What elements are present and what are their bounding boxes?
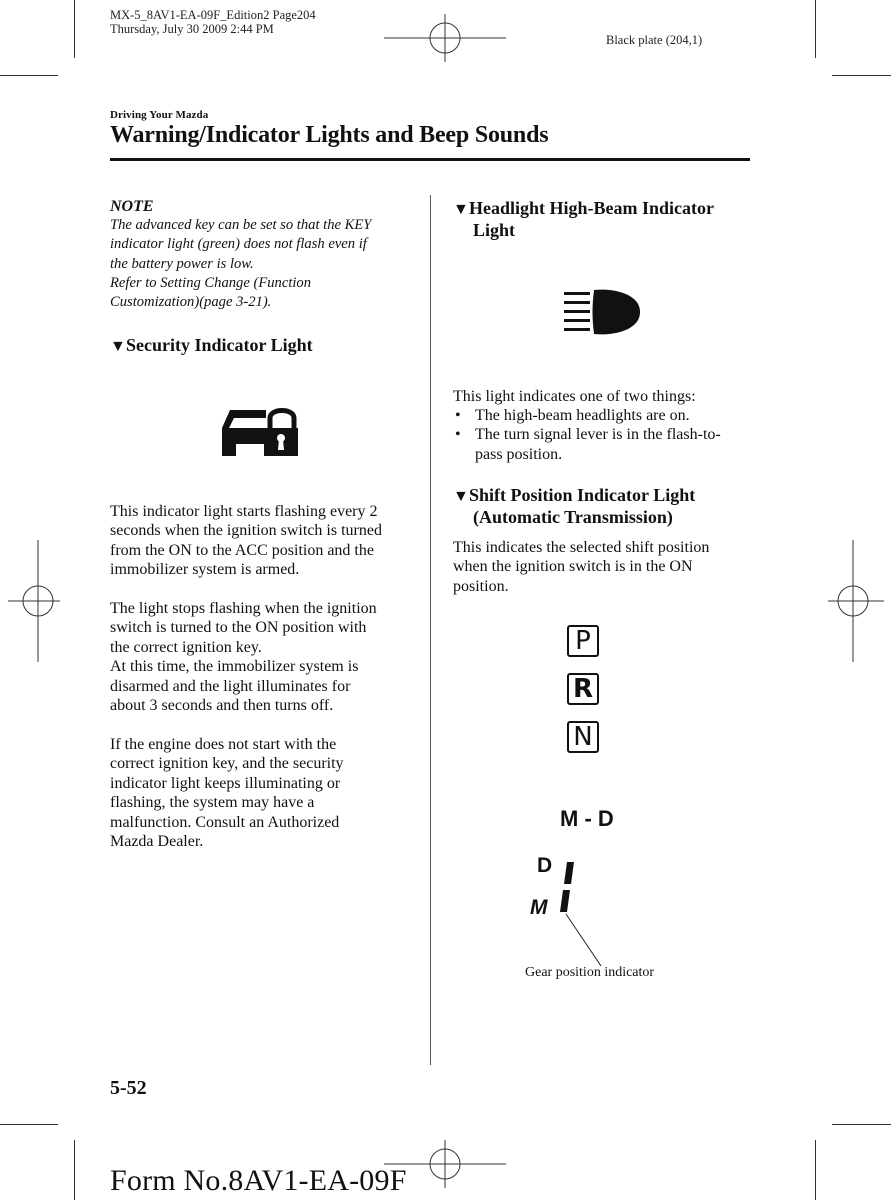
crop-mark: [832, 75, 891, 76]
shift-box-letter: P: [575, 626, 591, 656]
bullet-text: The turn signal lever is in the flash-to-: [475, 426, 721, 444]
title-rule: [110, 158, 750, 161]
left-column: [110, 198, 420, 312]
shift-heading: [453, 485, 753, 528]
crop-mark: [832, 1124, 891, 1125]
text-line: indicator light keeps illuminating or: [110, 774, 341, 792]
note-line: Refer to Setting Change (Function: [110, 274, 312, 291]
text-line: Mazda Dealer.: [110, 833, 204, 851]
highbeam-bullets: [453, 406, 753, 464]
text-line: when the ignition switch is in the ON: [453, 558, 693, 576]
print-header-plate: Black plate (204,1): [606, 33, 703, 47]
text-line: If the engine does not start with the: [110, 736, 337, 753]
text-line: about 3 seconds and then turns off.: [110, 697, 334, 715]
shift-box-letter: R: [572, 674, 594, 704]
text-line: seconds when the ignition switch is turned: [110, 522, 382, 540]
crop-mark: [74, 1140, 75, 1200]
registration-mark-top: [384, 14, 506, 62]
triangle-down-icon: ▼: [453, 201, 469, 218]
text-line: At this time, the immobilizer system is: [110, 658, 359, 676]
page-number: 5-52: [110, 1077, 147, 1099]
crop-mark: [815, 1140, 816, 1200]
shift-description: [453, 538, 753, 596]
text-line: correct ignition key, and the security: [110, 755, 344, 773]
list-item: [453, 406, 753, 425]
note-line: The advanced key can be set so that the KEY: [110, 217, 372, 233]
security-car-lock-icon: [218, 404, 300, 458]
gate-m-label: M: [530, 896, 548, 919]
gear-position-caption: Gear position indicator: [525, 965, 655, 980]
bullet-icon: •: [455, 407, 461, 424]
text-line: This indicates the selected shift position: [453, 539, 710, 556]
crop-mark: [0, 75, 58, 76]
security-paragraph-1: [110, 502, 425, 580]
security-heading: [110, 335, 313, 357]
note-line: indicator light (green) does not flash even if: [110, 236, 367, 253]
section-label: Driving Your Mazda: [110, 109, 209, 121]
text-line: flashing, the system may have a: [110, 794, 315, 812]
registration-mark-left: [8, 540, 60, 662]
registration-mark-right: [828, 540, 884, 662]
crop-mark: [74, 0, 75, 58]
triangle-down-icon: ▼: [453, 488, 469, 505]
text-line: switch is turned to the ON position with: [110, 619, 367, 637]
crop-mark: [0, 1124, 58, 1125]
md-label: M - D: [560, 806, 614, 831]
text-line: The light stops flashing when the ignition: [110, 600, 377, 617]
note-line: the battery power is low.: [110, 255, 254, 272]
shift-box-r: [567, 673, 599, 705]
text-line: malfunction. Consult an Authorized: [110, 813, 340, 831]
highbeam-heading-line1: Headlight High-Beam Indicator: [469, 198, 715, 218]
security-paragraph-3: [110, 735, 425, 851]
shift-heading-line1: Shift Position Indicator Light: [469, 485, 696, 505]
print-header-line1: MX-5_8AV1-EA-09F_Edition2 Page204: [110, 8, 316, 22]
shift-heading-line2: (Automatic Transmission): [473, 507, 673, 527]
page-title: Warning/Indicator Lights and Beep Sounds: [110, 122, 549, 148]
gate-d-label: D: [537, 854, 553, 877]
gear-position-indicator-icon: [555, 858, 615, 970]
bullet-text: pass position.: [475, 445, 563, 463]
security-paragraph-2: [110, 599, 425, 715]
note-title: NOTE: [110, 198, 154, 215]
text-line: This indicator light starts flashing every 2: [110, 503, 378, 520]
crop-mark: [815, 0, 816, 58]
high-beam-icon: [562, 288, 642, 338]
text-line: position.: [453, 577, 509, 595]
form-number: Form No.8AV1-EA-09F: [110, 1164, 407, 1197]
note-line: Customization)(page 3-21).: [110, 294, 272, 311]
highbeam-heading: [453, 198, 753, 241]
note-text: [110, 216, 420, 312]
text-line: the correct ignition key.: [110, 638, 262, 656]
text-line: disarmed and the light illuminates for: [110, 677, 351, 695]
highbeam-heading-line2: Light: [473, 220, 516, 240]
text-line: from the ON to the ACC position and the: [110, 541, 374, 559]
bullet-icon: •: [455, 426, 461, 444]
highbeam-intro: This light indicates one of two things:: [453, 388, 696, 405]
print-header-line2: Thursday, July 30 2009 2:44 PM: [110, 22, 274, 36]
list-item: [453, 425, 753, 464]
bullet-text: The high-beam headlights are on.: [475, 407, 690, 424]
text-line: immobilizer system is armed.: [110, 561, 300, 579]
security-heading-text: Security Indicator Light: [126, 335, 313, 355]
shift-box-n: [567, 721, 599, 753]
shift-box-p: [567, 625, 599, 657]
shift-box-letter: N: [573, 722, 593, 752]
triangle-down-icon: ▼: [110, 338, 126, 355]
column-divider: [430, 195, 431, 1065]
